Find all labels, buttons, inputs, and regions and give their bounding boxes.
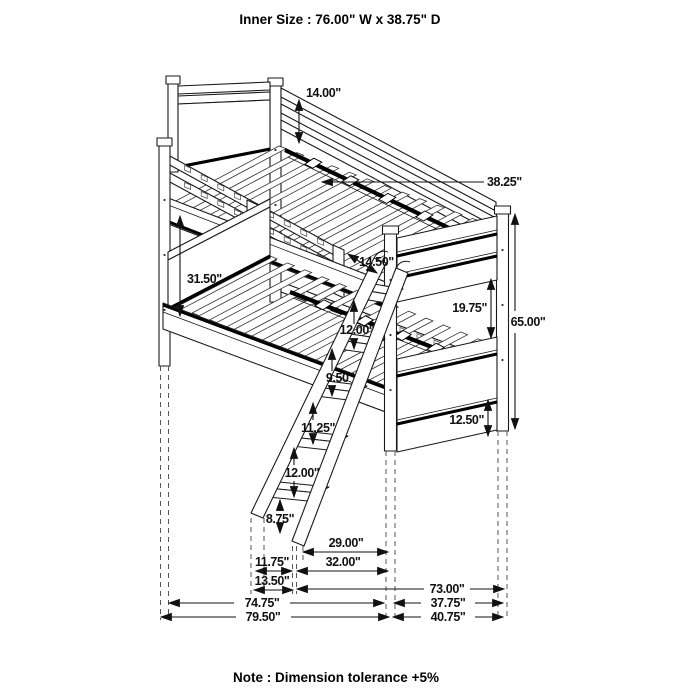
dim-label: 29.00" — [328, 536, 364, 550]
dim-ladder-foot-to-bed — [303, 536, 388, 552]
tolerance-note: Note : Dimension tolerance +5% — [233, 670, 439, 685]
dim-label: 8.75" — [265, 512, 295, 526]
dim-label: 38.25" — [487, 175, 522, 189]
dim-label: 11.75" — [254, 555, 290, 569]
dim-label: 11.25" — [300, 421, 336, 435]
dim-label: 73.00" — [429, 582, 465, 596]
dim-label: 12.50" — [449, 413, 484, 427]
dim-label: 19.75" — [452, 301, 487, 315]
dim-label: 79.50" — [245, 610, 281, 624]
dim-label: 37.75" — [430, 596, 466, 610]
dim-label: 14.50" — [359, 255, 394, 269]
dim-label: 9.50" — [325, 371, 355, 385]
dim-inner-length — [297, 582, 504, 596]
footboard-upper — [397, 216, 497, 302]
dim-label: 12.00" — [339, 323, 375, 337]
dim-label: 74.75" — [244, 596, 280, 610]
dim-overall-length — [161, 610, 389, 624]
dim-ladder-foot-width — [255, 555, 292, 571]
dim-ladder-foot-width-outer — [254, 574, 293, 590]
dim-label: 14.00" — [306, 86, 341, 100]
dim-label: 32.00" — [325, 555, 361, 569]
dim-bottom-rung-to-floor — [266, 500, 295, 533]
dim-length-to-ladder — [169, 596, 384, 610]
dim-label: 40.75" — [430, 610, 466, 624]
dim-label: 31.50" — [187, 272, 222, 286]
dim-label: 12.00" — [284, 466, 320, 480]
dim-overall-depth — [393, 610, 503, 624]
dim-ladder-foot-to-bed-outer — [297, 555, 388, 571]
dim-label: 65.00" — [510, 315, 546, 329]
footboard-lower — [397, 337, 497, 452]
dim-label: 13.50" — [254, 574, 290, 588]
dim-overall-height — [511, 214, 546, 429]
dim-depth-to-post — [394, 596, 503, 610]
inner-size-title: Inner Size : 76.00" W x 38.75" D — [239, 12, 441, 27]
